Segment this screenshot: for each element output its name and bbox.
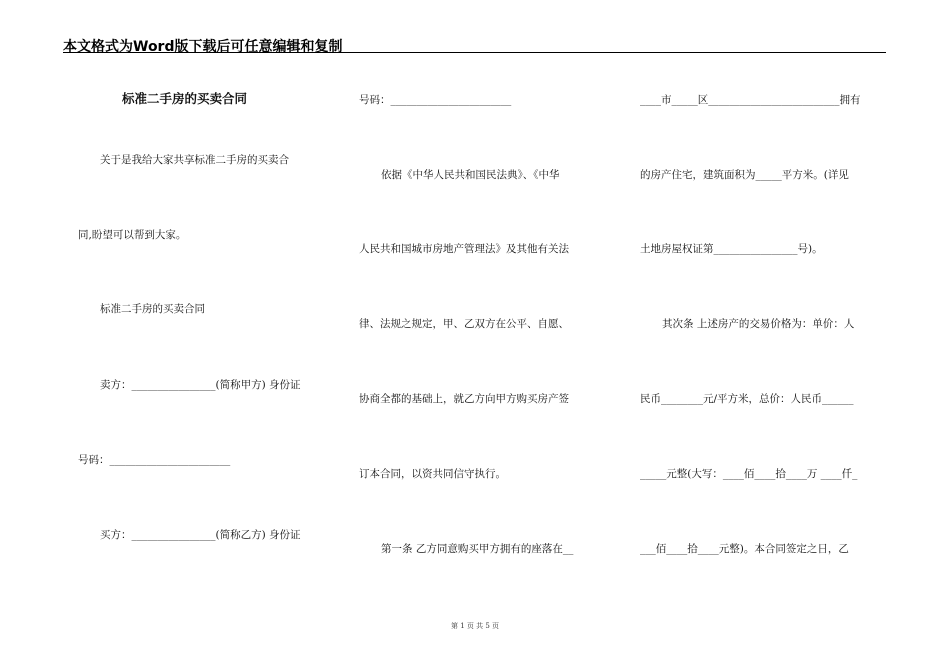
page-number: 第 1 页 共 5 页 [450,622,500,630]
paragraph-line: 号码：_______________________ [78,454,231,466]
paragraph-line: 号码：_______________________ [359,94,512,106]
paragraph-line: 标准二手房的买卖合同 [100,303,205,315]
paragraph-line: 人民共和国城市房地产管理法》及其他有关法 [359,243,569,255]
paragraph-line: 依据《中华人民共和国民法典》、《中华 [381,169,560,181]
paragraph-line: 协商全都的基础上，就乙方向甲方购买房产签 [359,393,569,405]
paragraph-line: 律、法规之规定，甲、乙双方在公平、自愿、 [359,318,569,330]
paragraph-line: 土地房屋权证第________________号)。 [640,243,823,255]
paragraph-line: 其次条 上述房产的交易价格为：单价：人 [662,318,855,330]
paragraph-line: 同,盼望可以帮到大家。 [78,229,187,241]
paragraph-line: 买方：________________(简称乙方) 身份证 [100,529,301,541]
header-divider [63,52,886,53]
paragraph-line: 民币________元/平方米，总价：人民币______ [640,393,854,405]
paragraph-line: 的房产住宅，建筑面积为_____平方米。(详见 [640,169,849,181]
paragraph-line: ____市_____区_________________________拥有 [640,94,861,106]
paragraph-line: ___佰____拾____元整)。本合同签定之日，乙 [640,543,849,555]
paragraph-line: 关于是我给大家共享标准二手房的买卖合 [100,154,289,166]
paragraph-line: _____元整(大写：____佰____拾____万 ____仟_ [640,468,858,480]
document-header-title: 本文格式为Word版下载后可任意编辑和复制 [63,39,343,55]
paragraph-line: 订本合同，以资共同信守执行。 [359,468,506,480]
document-title: 标准二手房的买卖合同 [122,91,248,106]
paragraph-line: 卖方：________________(简称甲方) 身份证 [100,379,301,391]
paragraph-line: 第一条 乙方同意购买甲方拥有的座落在__ [381,543,574,555]
